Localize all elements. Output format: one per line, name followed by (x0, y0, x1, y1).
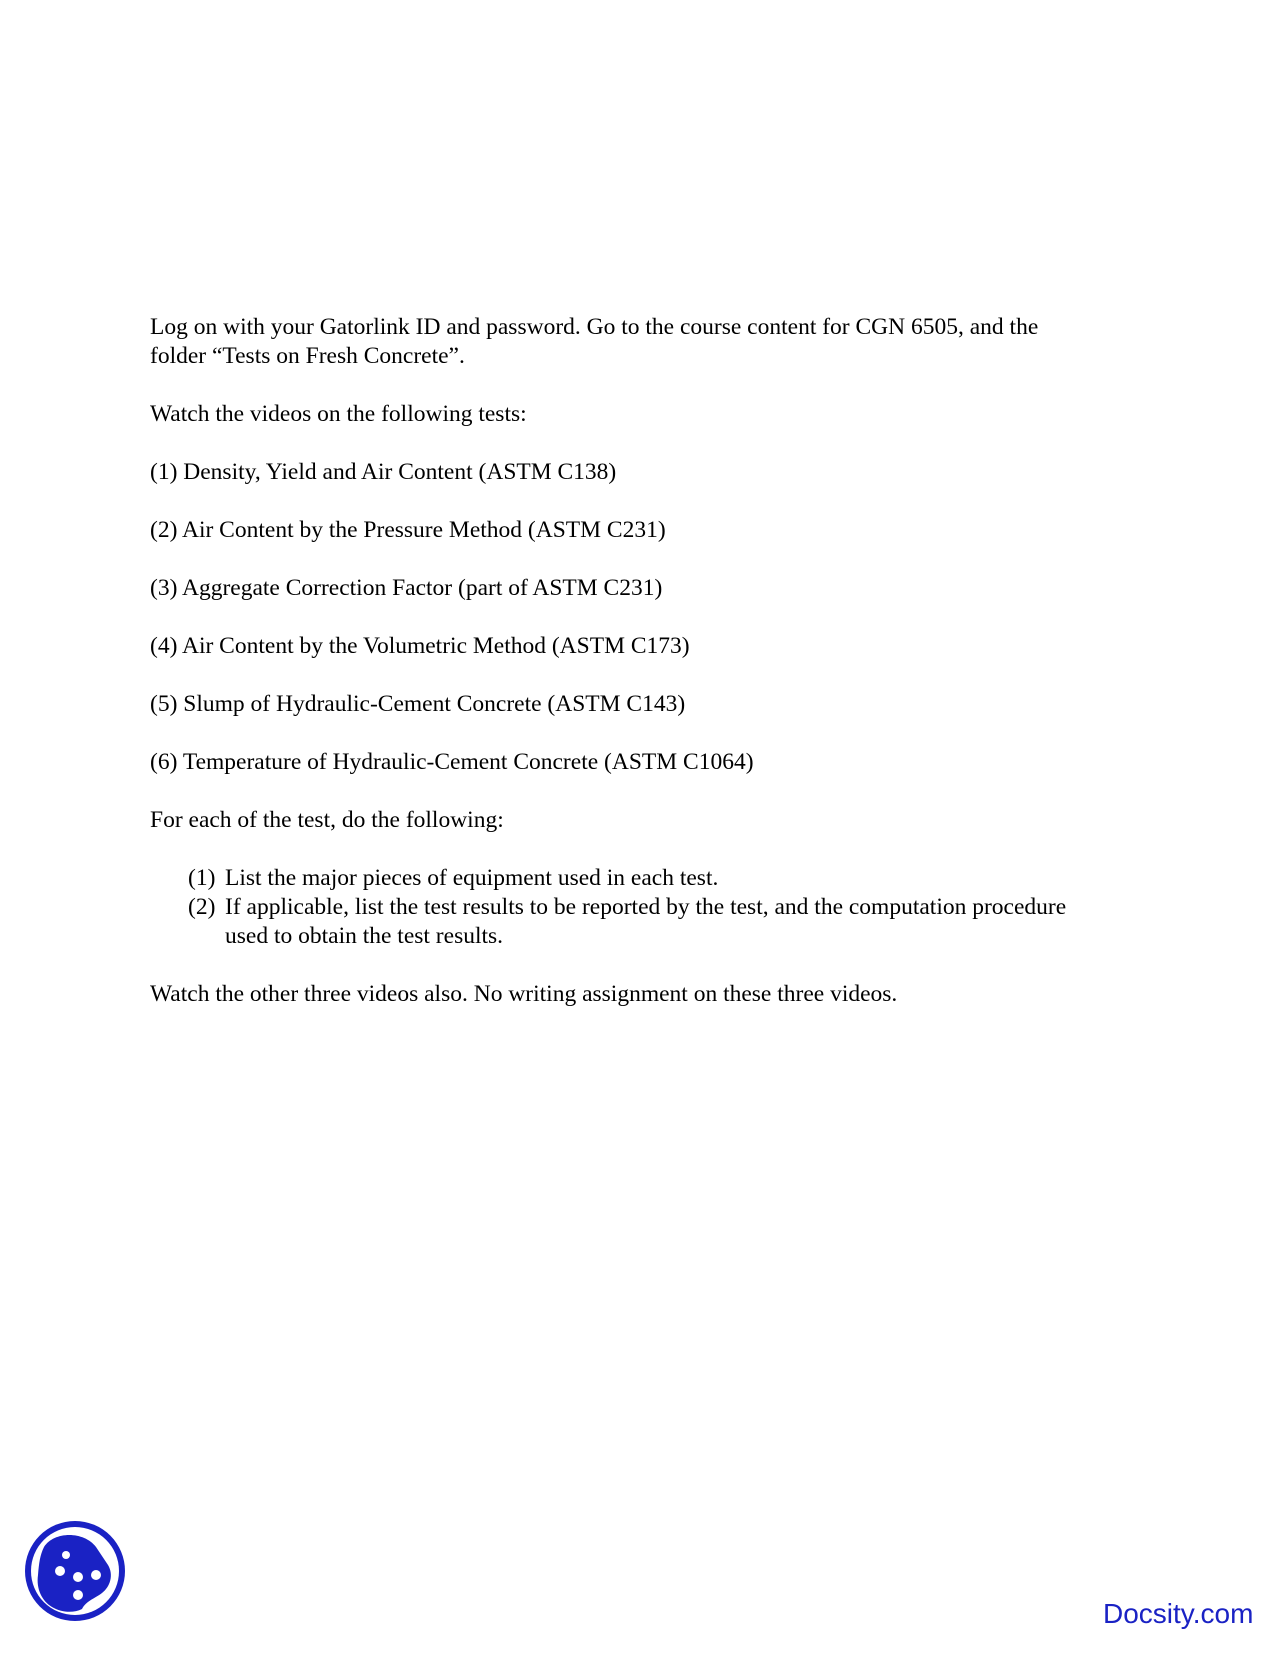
task-item-2 (150, 893, 1150, 951)
task-item-1 (150, 864, 1150, 893)
test-item-5: (5) Slump of Hydraulic-Cement Concrete (ASTM C143) (150, 691, 686, 717)
intro-paragraph (150, 313, 1150, 371)
intro-line-2: folder “Tests on Fresh Concrete”. (150, 343, 465, 369)
test-item-3: (3) Aggregate Correction Factor (part of ASTM C231) (150, 575, 663, 601)
task-number-2: (2) (188, 894, 216, 920)
document-body (150, 313, 1150, 1009)
docsity-logo-icon (22, 1517, 132, 1627)
docsity-brand-link[interactable]: Docsity.com (1103, 1598, 1254, 1629)
closing-paragraph: Watch the other three videos also. No writing assignment on these three videos. (150, 981, 898, 1007)
task-text-2-line-2: used to obtain the test results. (225, 923, 504, 949)
test-item-4: (4) Air Content by the Volumetric Method (ASTM C173) (150, 633, 690, 659)
task-text-2-line-1: If applicable, list the test results to be reported by the test, and the computation procedure (225, 894, 1067, 920)
for-each-heading: For each of the test, do the following: (150, 807, 504, 833)
task-number-1: (1) (188, 865, 216, 891)
test-item-1: (1) Density, Yield and Air Content (ASTM C138) (150, 459, 617, 485)
task-text-1: List the major pieces of equipment used in each test. (225, 865, 719, 891)
test-item-2: (2) Air Content by the Pressure Method (ASTM C231) (150, 517, 666, 543)
test-item-6: (6) Temperature of Hydraulic-Cement Concrete (ASTM C1064) (150, 749, 754, 775)
watch-intro: Watch the videos on the following tests: (150, 401, 527, 427)
intro-line-1: Log on with your Gatorlink ID and password. Go to the course content for CGN 6505, and the (150, 314, 1039, 340)
task-list (150, 864, 1150, 951)
